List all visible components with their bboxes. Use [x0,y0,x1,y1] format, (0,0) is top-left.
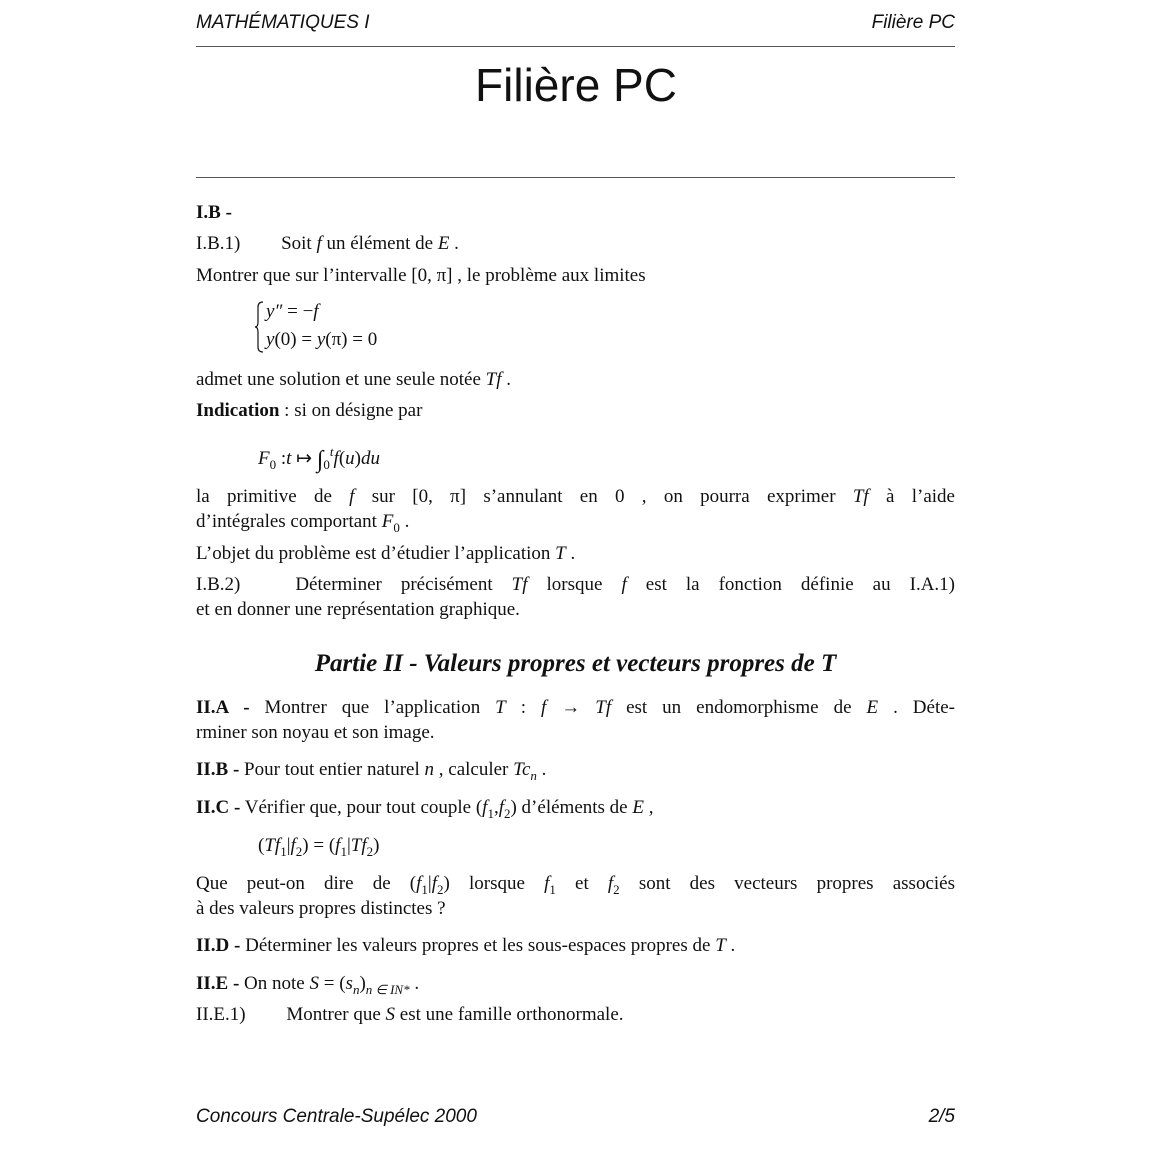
text-segment: I.B.2) [196,574,241,595]
text-segment: : [505,697,541,718]
text-segment: sont des vecteurs propres associés [619,873,955,894]
system-brace-icon [254,301,264,353]
text-line [196,933,955,959]
text-line [196,1002,955,1028]
math-segment: f [290,835,296,856]
header-left: MATHÉMATIQUES I [196,12,370,33]
math-segment: s [345,973,353,994]
text-line [196,757,955,783]
text-segment: II.E.1) [196,1004,246,1025]
math-segment: 2 [366,844,374,859]
math-segment: 0 [323,457,330,472]
text-segment: | [346,835,351,856]
math-segment: F [381,511,394,532]
text-line [196,231,955,257]
math-segment: f [431,873,437,894]
text-segment: . [725,935,736,956]
math-segment: 0 [393,520,400,535]
text-segment: = − [282,301,314,322]
text-segment: Montrer que sur l’intervalle [196,265,412,286]
math-segment: Tf [264,835,281,856]
math-segment: 1 [549,882,556,897]
math-segment: f [498,797,504,818]
text-segment: = ( [318,973,346,994]
text-line [196,541,955,567]
text-segment: Montrer que l’application [249,697,496,718]
text-line [266,299,319,325]
text-segment: ↦ [291,448,317,469]
text-line [196,971,955,997]
text-line [196,484,955,510]
text-segment: , calculer [434,759,514,780]
section-label: I.B - [196,202,232,223]
text-segment: Que peut-on dire de ( [196,873,417,894]
math-segment: u [345,448,355,469]
text-segment: (0) = [274,329,317,350]
text-segment: admet une solution et une seule notée [196,369,486,390]
text-segment: et [555,873,608,894]
math-segment: f [349,486,355,507]
math-segment: f [333,448,339,469]
math-segment: 1 [340,844,347,859]
text-line [196,795,955,821]
math-segment: Tf [852,486,869,507]
text-line [258,439,380,473]
text-line [266,327,377,353]
math-segment: f [607,873,614,894]
math-segment: f [316,233,322,254]
text-segment: → [546,697,596,718]
math-segment: n [530,768,537,783]
text-line [196,896,955,922]
text-line [196,572,955,598]
text-line [196,509,955,535]
math-segment: f [335,835,341,856]
section-label: II.C - [196,797,241,818]
section-heading: Partie II - Valeurs propres et vecteurs propres de T [314,650,837,677]
text-segment: . [536,759,547,780]
text-segment: à des valeurs propres distinctes ? [196,898,446,919]
text-segment: un élément de [321,233,438,254]
text-segment: est la fonction définie au I.A.1) [626,574,955,595]
text-segment: lorsque [527,574,622,595]
text-segment: Montrer que [281,1004,386,1025]
text-segment: : [276,448,287,469]
math-segment: y″ [266,301,283,322]
math-segment: f [482,797,488,818]
text-line [196,398,955,424]
math-segment: E [866,697,879,718]
text-segment: rminer son noyau et son image. [196,722,435,743]
math-segment: 1 [421,882,428,897]
text-line [196,367,955,393]
math-segment: S [309,973,319,994]
math-segment: du [360,448,380,469]
text-segment: . [449,233,459,254]
header-right: Filière PC [871,12,955,33]
math-segment: n [352,982,360,997]
text-segment: Soit [276,233,317,254]
text-segment: . [565,543,576,564]
text-segment: Pour tout entier naturel [239,759,425,780]
math-segment: Tf [595,697,612,718]
math-segment: n [424,759,435,780]
math-segment: 2 [503,806,511,821]
text-line [196,720,955,746]
math-segment: t [329,444,334,459]
text-segment: . [501,369,512,390]
text-segment: [0, π] [411,265,453,286]
math-segment: n ∈ IN* [365,982,410,997]
math-segment: y [316,329,326,350]
text-segment: sur [0, π] s’annulant en 0 , on pourra exprimer [354,486,853,507]
section-label: II.B - [196,759,240,780]
math-segment: Tf [511,574,528,595]
page-title: Filière PC [475,59,677,111]
text-segment: , [643,797,654,818]
math-segment: S [385,1004,396,1025]
section-label: II.D - [196,935,241,956]
text-segment: . [409,973,420,994]
text-segment: ( [258,835,265,856]
math-segment: T [495,697,506,718]
text-segment: , le problème aux limites [452,265,646,286]
text-line [196,597,955,623]
text-segment: ) lorsque [443,873,545,894]
text-segment: . [399,511,410,532]
text-segment: est un endomorphisme de [611,697,867,718]
text-segment: Déterminer précisément [276,574,512,595]
math-segment: T [715,935,726,956]
text-segment: Vérifier que, pour tout couple ( [240,797,483,818]
text-segment: (π) = 0 [325,329,378,350]
text-segment: ) [354,448,361,469]
header-rule [196,46,955,47]
section-label: II.E - [196,973,240,994]
text-segment: à l’aide [868,486,955,507]
text-segment: I.B.1) [196,233,241,254]
text-segment: la primitive de [196,486,350,507]
math-segment: 0 [269,457,277,472]
text-segment: ) [373,835,380,856]
math-segment: ∫ [316,447,324,473]
section-label: Indication [196,400,280,421]
math-segment: f [416,873,422,894]
text-line [196,263,955,289]
math-segment: F [258,448,270,469]
math-segment: Tf [485,369,502,390]
text-segment: ( [338,448,346,469]
footer-left: Concours Centrale-Supélec 2000 [196,1106,477,1127]
math-segment: Tf [350,835,367,856]
text-segment: | [427,873,432,894]
math-segment: Tc [513,759,531,780]
math-segment: f [541,697,547,718]
text-segment: ) = ( [302,835,336,856]
title-rule [196,177,955,178]
text-segment: . Déte- [878,697,955,718]
text-line [196,200,955,226]
text-segment: d’intégrales comportant [196,511,382,532]
page-number: 2/5 [928,1106,955,1127]
math-segment: t [286,448,292,469]
math-segment: f [544,873,550,894]
text-segment: : si on désigne par [279,400,423,421]
math-segment: 2 [613,882,620,897]
section-label: II.A - [196,697,250,718]
math-segment: f [621,574,627,595]
text-line [196,695,955,721]
text-segment: , [493,797,499,818]
text-segment: est une famille orthonormale. [395,1004,624,1025]
math-segment: T [555,543,566,564]
text-segment: | [286,835,291,856]
math-segment: 1 [280,844,287,859]
math-segment: y [266,329,275,350]
math-segment: E [632,797,644,818]
text-line [258,833,379,859]
text-segment: ) d’éléments de [510,797,633,818]
text-line [196,871,955,897]
math-segment: E [437,233,450,254]
math-segment: f [313,301,319,322]
math-segment: 2 [295,844,303,859]
math-segment: 1 [487,806,494,821]
text-segment: On note [239,973,310,994]
text-segment: Déterminer les valeurs propres et les sous-espaces propres de [240,935,716,956]
text-segment: L’objet du problème est d’étudier l’application [196,543,556,564]
text-segment: ) [359,973,366,994]
text-segment: et en donner une représentation graphique. [196,599,520,620]
math-segment: 2 [437,882,444,897]
